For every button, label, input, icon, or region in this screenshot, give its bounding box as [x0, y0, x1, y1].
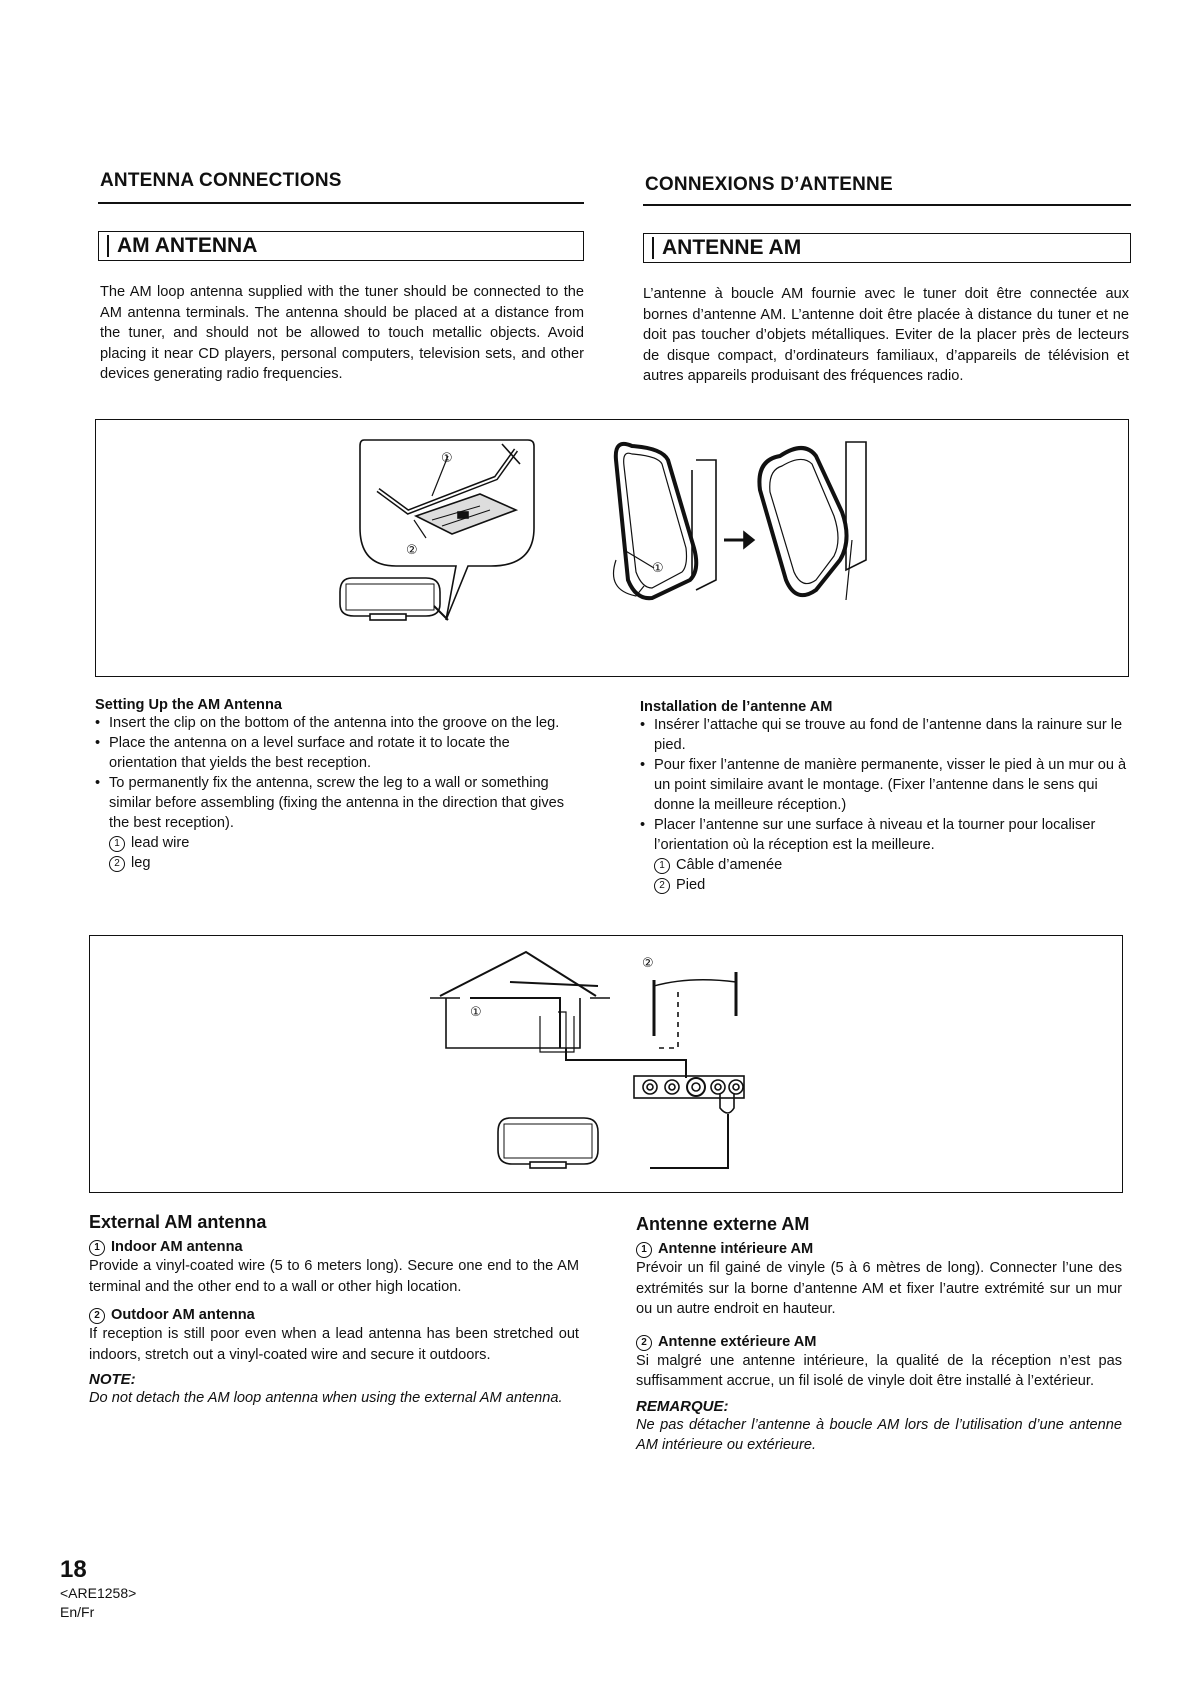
- external-antenna-illustration: [90, 936, 1124, 1194]
- callout-1-fig1: ①: [441, 450, 453, 465]
- setup-bullet-en: • Place the antenna on a level surface and rotate it to locate the orientation that yields the best reception.: [95, 733, 580, 773]
- callout-2-fig2: ②: [642, 955, 654, 970]
- callout-number: 1: [109, 836, 125, 852]
- callout-number: 2: [636, 1335, 652, 1351]
- intro-paragraph-en: The AM loop antenna supplied with the tuner should be connected to the AM antenna terminals. The antenna should be placed at a distance from the tuner, and should not be allowed to touch metallic objects. Avoid placing it near CD players, personal computers, television sets, and other devices generating radio frequencies.: [100, 284, 584, 382]
- note-title-fr: REMARQUE:: [636, 1397, 729, 1415]
- figure-1-anchor: [444, 420, 445, 421]
- box-heading-text-fr: ANTENNE AM: [662, 236, 802, 259]
- callout-1-fig2: ①: [470, 1004, 482, 1019]
- setup-title-en: Setting Up the AM Antenna: [95, 697, 283, 713]
- page-footer: [60, 1556, 136, 1622]
- external-title-fr: Antenne externe AM: [636, 1214, 810, 1234]
- outdoor-heading-en: 2 Outdoor AM antenna: [89, 1307, 579, 1324]
- callout-number: 2: [89, 1308, 105, 1324]
- indoor-text-en: Provide a vinyl-coated wire (5 to 6 meters long). Secure one end to the AM terminal and the other end to a wall or other high location.: [89, 1258, 579, 1295]
- note-title-en: NOTE:: [89, 1371, 136, 1388]
- intro-paragraph-fr: L’antenne à boucle AM fournie avec le tuner doit être connectée aux bornes d’antenne AM. L’antenne doit être placée à distance du tuner et ne doit pas toucher d’objets métalliques. Eviter de la placer près de lecteurs de disque compact, d’ordinateurs familiaux, d’appareils de télévision et autres appareils produisant des fréquences radio.: [643, 286, 1129, 384]
- box-heading-en: [98, 231, 584, 261]
- setup-bullet-fr: • Pour fixer l’antenne de manière permanente, visser le pied à un mur ou à un point similaire avant le montage. (Fixer l’antenne dans le sens qui donne la meilleure réception.): [640, 755, 1128, 815]
- figure-external-antenna: [89, 935, 1123, 1193]
- indoor-text-fr: Prévoir un fil gainé de vinyle (5 à 6 mètres de long). Connecter l’une des extrémités sur la borne d’antenne AM et fixer l’autre extrémité sur un mur ou un autre endroit en hauteur.: [636, 1260, 1122, 1317]
- callout-number: 2: [654, 878, 670, 894]
- callout-2-fig1: ②: [406, 542, 418, 557]
- callout-number: 2: [109, 856, 125, 872]
- section-title-en: ANTENNA CONNECTIONS: [100, 170, 342, 191]
- model-code: <ARE1258>: [60, 1585, 137, 1601]
- callout-1-fig1-right: ①: [652, 560, 664, 575]
- language-code: En/Fr: [60, 1604, 95, 1620]
- external-section-en: [89, 1212, 579, 1409]
- outdoor-text-en: If reception is still poor even when a lead antenna has been stretched out indoors, stretch out a vinyl-coated wire and secure it outdoors.: [89, 1326, 579, 1363]
- setup-section-fr: [640, 699, 1128, 895]
- callout-number: 1: [89, 1240, 105, 1256]
- box-heading-text-en: AM ANTENNA: [117, 234, 258, 257]
- setup-title-fr: Installation de l’antenne AM: [640, 699, 833, 715]
- indoor-heading-fr: 1 Antenne intérieure AM: [636, 1241, 1122, 1258]
- setup-bullet-fr: • Placer l’antenne sur une surface à niveau et la tourner pour localiser l’orientation où la réception est la meilleure.: [640, 815, 1128, 855]
- callout-number: 1: [636, 1242, 652, 1258]
- box-heading-fr: [643, 233, 1131, 263]
- page-number: 18: [60, 1556, 87, 1583]
- setup-bullet-en: • Insert the clip on the bottom of the antenna into the groove on the leg.: [95, 713, 580, 733]
- outdoor-heading-fr: 2 Antenne extérieure AM: [636, 1334, 1122, 1351]
- external-section-fr: [636, 1214, 1122, 1456]
- note-text-fr: Ne pas détacher l’antenne à boucle AM lors de l’utilisation d’une antenne AM intérieure ou extérieure.: [636, 1416, 1122, 1453]
- setup-bullet-en: • To permanently fix the antenna, screw the leg to a wall or something similar before assembling (fixing the antenna in the direction that gives the best reception).: [95, 773, 580, 833]
- external-title-en: External AM antenna: [89, 1212, 267, 1232]
- callout-number: 1: [654, 858, 670, 874]
- callout-cable-fr: 1 Câble d’amenée: [640, 855, 1128, 875]
- loop-antenna-illustration: [96, 420, 1130, 678]
- section-rule-en: [98, 202, 584, 204]
- callout-pied-fr: 2 Pied: [640, 875, 1128, 895]
- setup-bullet-fr: • Insérer l’attache qui se trouve au fond de l’antenne dans la rainure sur le pied.: [640, 715, 1128, 755]
- setup-list-fr: [640, 715, 1128, 855]
- note-text-en: Do not detach the AM loop antenna when using the external AM antenna.: [89, 1390, 563, 1406]
- setup-section-en: [95, 697, 580, 873]
- setup-list-en: [95, 713, 580, 833]
- callout-leg-en: 2 leg: [95, 853, 580, 873]
- callout-lead-wire-en: 1 lead wire: [95, 833, 580, 853]
- section-rule-fr: [643, 204, 1131, 206]
- section-title-fr: CONNEXIONS D’ANTENNE: [645, 174, 893, 195]
- figure-loop-antenna: [95, 419, 1129, 677]
- outdoor-text-fr: Si malgré une antenne intérieure, la qualité de la réception n’est pas suffisamment accrue, un fil isolé de vinyle doit être installé à l’extérieur.: [636, 1352, 1122, 1389]
- indoor-heading-en: 1 Indoor AM antenna: [89, 1239, 579, 1256]
